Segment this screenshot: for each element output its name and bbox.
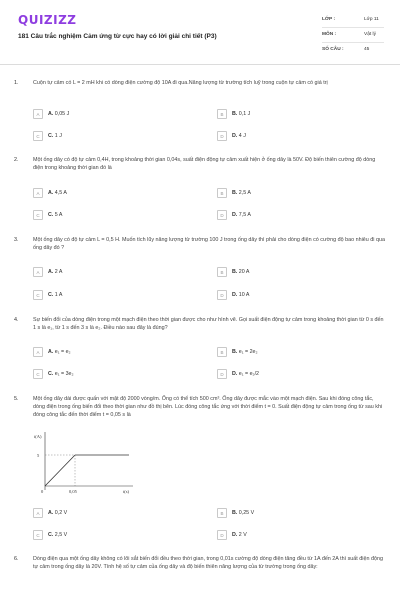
- question-number: 6.: [14, 556, 19, 562]
- option-a[interactable]: A A. 4,5 A: [33, 187, 193, 199]
- count-value: 45: [364, 47, 370, 52]
- option-letter: C: [33, 131, 43, 141]
- option-d[interactable]: D D. 4 J: [217, 130, 377, 142]
- option-d[interactable]: D D. 10 A: [217, 289, 377, 301]
- page-header: [0, 0, 400, 66]
- option-c[interactable]: C C. 1 J: [33, 130, 193, 142]
- option-letter: A: [33, 267, 43, 277]
- option-letter: A: [33, 508, 43, 518]
- option-letter: C: [33, 210, 43, 220]
- graph-ramp-line: [45, 455, 75, 486]
- option-letter: C: [33, 290, 43, 300]
- question-number: 5.: [14, 396, 19, 402]
- quizizz-logo[interactable]: QUIZIZZ: [18, 13, 77, 27]
- current-time-graph: [33, 428, 143, 496]
- option-a[interactable]: A A. 0,2 V: [33, 507, 193, 519]
- option-letter: C: [33, 369, 43, 379]
- question-text: Cuộn tự cảm có L = 2 mH khi có dòng điện cường độ 10A đi qua.Năng lượng từ trường tích luỹ trong cuộn tự cảm có giá trị: [33, 80, 328, 86]
- option-c[interactable]: C C. 5 A: [33, 209, 193, 221]
- option-letter: C: [33, 530, 43, 540]
- option-b[interactable]: B B. e₁ = 2e₂: [217, 346, 377, 358]
- option-b[interactable]: B B. 2,5 A: [217, 187, 377, 199]
- option-c[interactable]: C C. 1 A: [33, 289, 193, 301]
- count-label: SỐ CÂU :: [322, 47, 344, 52]
- option-letter: A: [33, 188, 43, 198]
- option-letter: D: [217, 210, 227, 220]
- graph-x-label: t(s): [123, 489, 129, 494]
- option-letter: D: [217, 369, 227, 379]
- question-text: Một ống dây dài được quấn với mật độ 2000 vòng/m. Ống có thể tích 500 cm³. Ống dây được mắc vào một mạch điện. Sau khi đóng công tắc, dòng điện trong ống biến đổi theo thời gian như đồ thị bên. Lúc đóng công tắc ứng với thời điểm t = 0. Suất điện động tự cảm trong ống từ sau khi đóng công tắc đến thời điểm t = 0,05 s là: [33, 396, 383, 418]
- option-letter: B: [217, 508, 227, 518]
- meta-divider: [322, 27, 384, 28]
- subject-label: MÔN :: [322, 32, 337, 37]
- option-a[interactable]: A A. 2 A: [33, 266, 193, 278]
- option-d[interactable]: D D. e₁ = e₂/2: [217, 368, 377, 380]
- graph-y-tick: 5: [37, 453, 40, 458]
- option-a[interactable]: A A. 0,05 J: [33, 108, 193, 120]
- option-b[interactable]: B B. 20 A: [217, 266, 377, 278]
- question-text: Sự biến đổi của dòng điện trong một mạch điện theo thời gian được cho như hình vẽ. Gọi suất điện động tự cảm trong khoảng thời gian từ 0 s đến 1 s là e₁, từ 1 s đến 3 s là e₂. Điều nào sau đây là đúng?: [33, 317, 384, 331]
- option-letter: B: [217, 347, 227, 357]
- class-label: LỚP :: [322, 17, 336, 22]
- option-letter: B: [217, 188, 227, 198]
- option-letter: D: [217, 290, 227, 300]
- option-a[interactable]: A A. e₁ = e₂: [33, 346, 193, 358]
- option-d[interactable]: D D. 7,5 A: [217, 209, 377, 221]
- page-title: 181 Câu trắc nghiệm Cảm ứng từ cực hay có lời giải chi tiết (P3): [18, 33, 217, 40]
- graph-y-label: i(A): [34, 434, 42, 439]
- class-value: Lớp 11: [364, 17, 379, 22]
- option-b[interactable]: B B. 0,1 J: [217, 108, 377, 120]
- option-c[interactable]: C C. e₁ = 3e₂: [33, 368, 193, 380]
- option-d[interactable]: D D. 2 V: [217, 529, 377, 541]
- question-number: 2.: [14, 157, 19, 163]
- option-b[interactable]: B B. 0,25 V: [217, 507, 377, 519]
- header-divider: [0, 64, 400, 65]
- subject-value: Vật lý: [364, 32, 376, 37]
- option-c[interactable]: C C. 2,5 V: [33, 529, 193, 541]
- question-text: Một ống dây có độ tự cảm 0,4H, trong khoảng thời gian 0,04s, suất điện động tự cảm xuất hiện ở ống dây là 50V. Độ biến thiên cường độ dòng điện trong khoảng thời gian đó là: [33, 157, 376, 171]
- meta-divider: [322, 42, 384, 43]
- option-letter: A: [33, 109, 43, 119]
- option-letter: D: [217, 530, 227, 540]
- graph-origin: 0: [41, 489, 44, 494]
- question-text: Một ống dây có độ tự cảm L = 0,5 H. Muốn tích lũy năng lượng từ trường 100 J trong ống dây thì phải cho dòng điện có cường độ bao nhiêu đi qua ống dây đó ?: [33, 237, 385, 251]
- question-number: 1.: [14, 80, 19, 86]
- question-number: 4.: [14, 317, 19, 323]
- option-letter: A: [33, 347, 43, 357]
- graph-x-tick: 0,05: [69, 489, 77, 494]
- question-text: Dòng điện qua một ống dây không có lõi sắt biến đổi đều theo thời gian, trong 0,01s cường độ dòng điện tăng đều từ 1A đến 2A thì suất điện động tự cảm trong ống dây là 20V. Tính hệ số tự cảm của ống dây và độ biến thiên năng lượng của từ trường trong ống dây:: [33, 556, 383, 570]
- option-letter: D: [217, 131, 227, 141]
- option-letter: B: [217, 267, 227, 277]
- question-number: 3.: [14, 237, 19, 243]
- option-letter: B: [217, 109, 227, 119]
